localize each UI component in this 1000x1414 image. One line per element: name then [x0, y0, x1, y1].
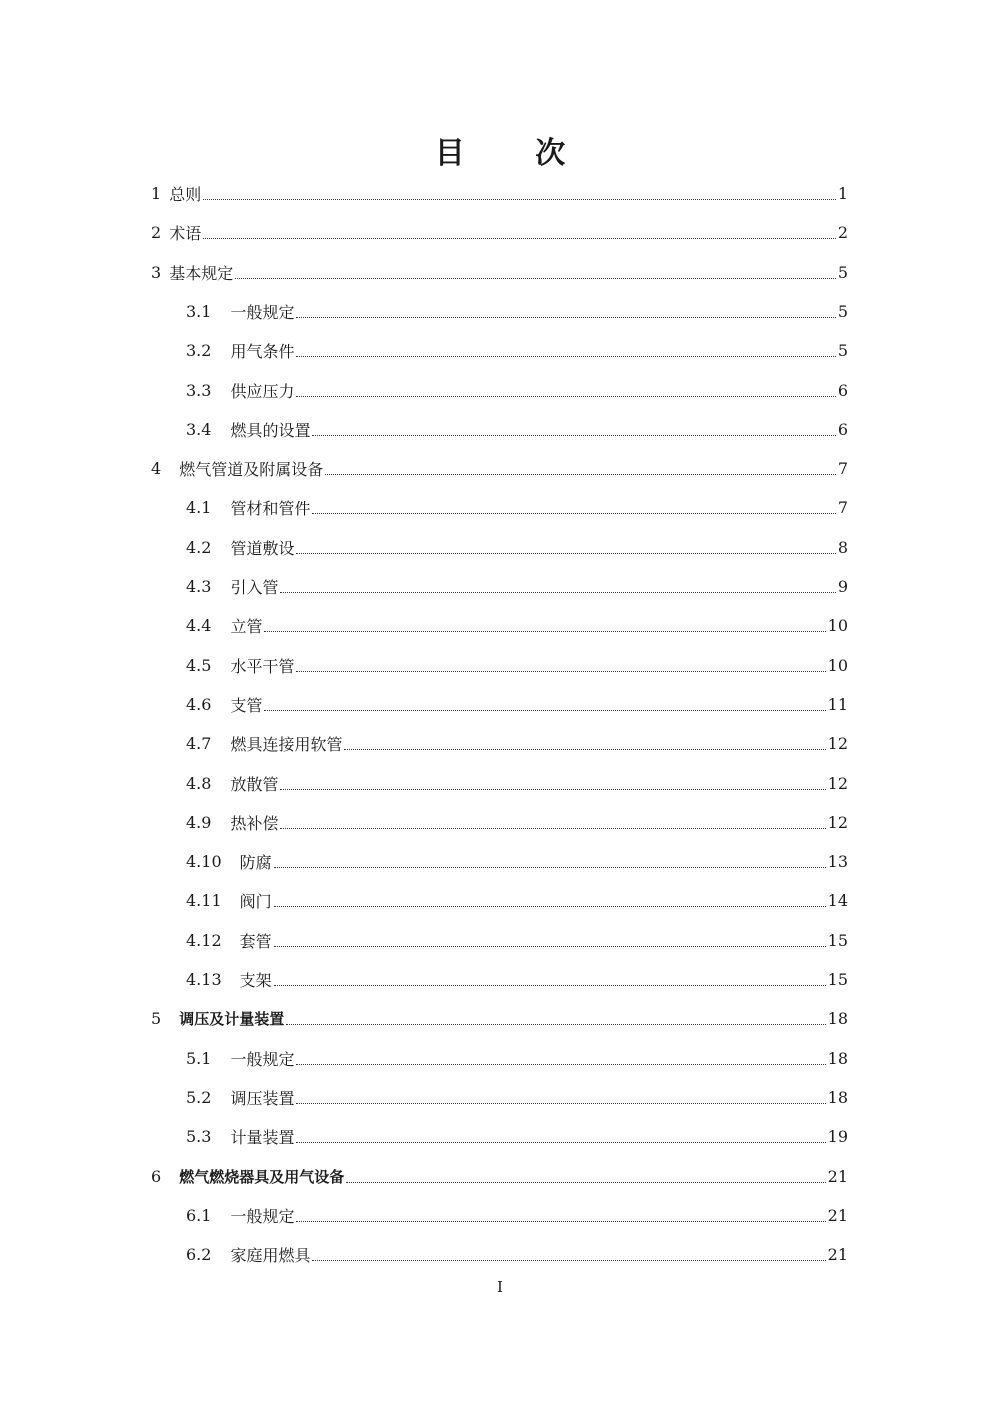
dot-leader [296, 1220, 825, 1222]
toc-entry-page: 7 [837, 498, 848, 518]
toc-entry-title: 术语 [169, 224, 202, 244]
toc-entry-title: 放散管 [230, 774, 279, 794]
toc-entry-title: 基本规定 [169, 263, 234, 283]
toc-entry-number: 4.2 [186, 537, 212, 557]
toc-entry[interactable] [151, 1157, 848, 1196]
toc-entry-page: 9 [837, 577, 848, 596]
toc-entry-title: 套管 [239, 931, 272, 951]
toc-entry-number: 4.10 [186, 852, 222, 872]
toc-entry-title: 支管 [230, 695, 263, 715]
toc-entry-number: 4.6 [186, 694, 212, 714]
toc-entry-page: 12 [827, 812, 848, 832]
toc-entry[interactable] [151, 449, 848, 488]
toc-entry-title: 立管 [230, 617, 263, 637]
toc-entry-title: 燃具连接用软管 [230, 735, 343, 755]
toc-entry-title: 阀门 [239, 892, 272, 912]
page-title: 目 次 [434, 136, 596, 171]
toc-entry-number: 2 [151, 223, 162, 243]
toc-entry-title: 一般规定 [230, 302, 295, 322]
toc-entry-number: 4.3 [186, 577, 212, 596]
toc-entry[interactable] [186, 764, 848, 803]
dot-leader [325, 473, 836, 475]
toc-entry-number: 4.1 [186, 498, 212, 518]
toc-entry[interactable] [186, 685, 848, 724]
toc-entry-title: 用气条件 [230, 342, 295, 362]
toc-entry-title: 管材和管件 [230, 499, 311, 519]
toc-entry-page: 5 [837, 341, 848, 361]
toc-entry-number: 5.1 [186, 1048, 212, 1068]
toc-entry-number: 5.3 [186, 1127, 212, 1147]
toc-entry-page: 21 [827, 1245, 848, 1265]
dot-leader [280, 827, 825, 829]
toc-entry-page: 18 [827, 1087, 848, 1107]
toc-entry-page: 21 [827, 1205, 848, 1225]
toc-entry-page: 7 [837, 459, 848, 479]
dot-leader [280, 591, 835, 593]
toc-entry-number: 5 [151, 1009, 162, 1029]
toc-entry-number: 3.1 [186, 301, 212, 321]
dot-leader [274, 984, 826, 986]
dot-leader [280, 788, 825, 790]
toc-entry-page: 5 [837, 301, 848, 321]
dot-leader [312, 512, 835, 514]
toc-entry[interactable] [186, 1078, 848, 1117]
toc-entry-page: 6 [837, 380, 848, 400]
dot-leader [203, 198, 836, 200]
toc-entry-page: 15 [827, 930, 848, 950]
toc-entry[interactable] [186, 1117, 848, 1156]
toc-entry[interactable] [186, 921, 848, 960]
toc-entry-page: 15 [827, 970, 848, 989]
toc-entry[interactable] [186, 842, 848, 881]
toc-entry-number: 4.11 [186, 891, 222, 911]
toc-entry[interactable] [186, 646, 848, 685]
page-number: I [497, 1278, 503, 1296]
toc-entry-number: 4.9 [186, 812, 212, 832]
toc-entry[interactable] [186, 1235, 848, 1274]
toc-entry[interactable] [186, 528, 848, 567]
dot-leader [296, 1063, 825, 1065]
toc-entry-number: 4 [151, 459, 162, 479]
toc-entry-page: 10 [827, 655, 848, 675]
toc-entry[interactable] [186, 292, 848, 331]
toc-entry[interactable] [186, 881, 848, 920]
toc-entry-page: 1 [837, 184, 848, 203]
dot-leader [296, 355, 835, 357]
toc-entry-page: 12 [827, 734, 848, 754]
dot-leader [296, 1102, 825, 1104]
toc-entry-page: 21 [827, 1166, 848, 1186]
dot-leader [235, 277, 836, 279]
toc-entry-title: 水平干管 [230, 656, 295, 676]
toc-entry-number: 3.4 [186, 419, 212, 439]
toc-entry[interactable] [186, 803, 848, 842]
toc-entry-title: 支架 [239, 971, 272, 990]
toc-entry[interactable] [186, 488, 848, 527]
dot-leader [344, 748, 825, 750]
toc-entry[interactable] [186, 606, 848, 645]
toc-entry-page: 14 [827, 891, 848, 911]
toc-entry-number: 6.2 [186, 1245, 212, 1265]
toc-entry-number: 3.3 [186, 380, 212, 400]
toc-entry[interactable] [151, 999, 848, 1038]
dot-leader [296, 670, 825, 672]
dot-leader [264, 709, 825, 711]
toc-entry-number: 4.7 [186, 734, 212, 754]
toc-entry-number: 1 [151, 184, 162, 203]
toc-entry-number: 4.5 [186, 655, 212, 675]
toc-entry-title: 管道敷设 [230, 538, 295, 558]
dot-leader [296, 1141, 825, 1143]
toc-entry-title: 一般规定 [230, 1049, 295, 1069]
toc-entry-number: 3 [151, 262, 162, 282]
toc-entry-number: 4.8 [186, 773, 212, 793]
toc-entry-title: 热补偿 [230, 813, 279, 833]
toc-entry-title: 防腐 [239, 853, 272, 873]
toc-entry-title: 引入管 [230, 578, 279, 597]
dot-leader [312, 1259, 825, 1261]
toc-entry-page: 12 [827, 773, 848, 793]
toc-entry-page: 13 [827, 852, 848, 872]
toc-entry-title: 总则 [169, 185, 202, 204]
toc-entry-page: 6 [837, 419, 848, 439]
dot-leader [274, 866, 826, 868]
toc-entry-page: 19 [827, 1127, 848, 1147]
toc-entry-page: 18 [827, 1009, 848, 1029]
toc-entry-number: 4.12 [186, 930, 222, 950]
dot-leader [296, 395, 835, 397]
dot-leader [286, 1023, 825, 1025]
toc-entry-title: 调压装置 [230, 1088, 295, 1108]
toc-entry[interactable] [186, 960, 848, 999]
toc-entry-number: 5.2 [186, 1087, 212, 1107]
toc-entry[interactable] [186, 410, 848, 449]
dot-leader [296, 552, 835, 554]
toc-entry-page: 18 [827, 1048, 848, 1068]
toc-entry-number: 4.4 [186, 616, 212, 636]
toc-entry[interactable] [186, 1039, 848, 1078]
toc-entry-number: 3.2 [186, 341, 212, 361]
dot-leader [346, 1181, 825, 1183]
toc-entry[interactable] [151, 213, 848, 252]
toc-entry[interactable] [186, 724, 848, 763]
toc-entry[interactable] [151, 253, 848, 292]
toc-entry-page: 10 [827, 616, 848, 636]
toc-entry-title: 计量装置 [230, 1128, 295, 1148]
toc-entry-number: 6 [151, 1166, 162, 1186]
dot-leader [264, 630, 825, 632]
toc-entry-title: 燃具的设置 [230, 420, 311, 440]
dot-leader [312, 434, 835, 436]
dot-leader [203, 237, 836, 239]
dot-leader [274, 945, 826, 947]
dot-leader [296, 316, 835, 318]
toc-entry[interactable] [186, 1196, 848, 1235]
toc-entry-page: 8 [837, 537, 848, 557]
toc-entry-title: 一般规定 [230, 1206, 295, 1226]
toc-entry[interactable] [151, 174, 848, 213]
toc-entry-number: 4.13 [186, 970, 222, 989]
toc-entry[interactable] [186, 371, 848, 410]
toc-entry-title: 供应压力 [230, 381, 295, 401]
toc-entry[interactable] [186, 331, 848, 370]
dot-leader [274, 905, 826, 907]
toc-entry-page: 11 [827, 694, 848, 714]
toc-entry-title: 调压及计量装置 [179, 1010, 285, 1029]
toc-entry-number: 6.1 [186, 1205, 212, 1225]
toc-entry[interactable] [186, 567, 848, 606]
toc-entry-title: 燃气管道及附属设备 [179, 460, 324, 480]
toc-entry-title: 燃气燃烧器具及用气设备 [179, 1167, 345, 1186]
toc-entry-title: 家庭用燃具 [230, 1246, 311, 1266]
toc-entry-page: 2 [837, 223, 848, 243]
toc-entry-page: 5 [837, 262, 848, 282]
